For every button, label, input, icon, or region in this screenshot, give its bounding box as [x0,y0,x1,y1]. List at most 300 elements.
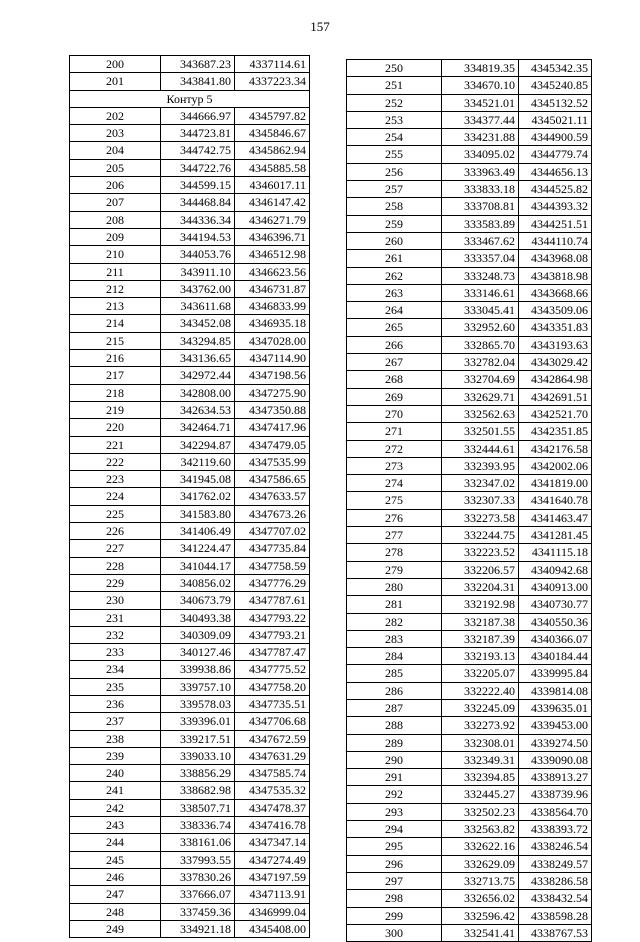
point-number: 255 [347,146,442,163]
x-coordinate: 339217.51 [161,730,235,747]
y-coordinate: 4340942.68 [519,561,592,578]
point-number: 266 [347,336,442,353]
coordinates-table-right [346,59,592,942]
x-coordinate: 344742.75 [161,142,235,159]
x-coordinate: 334921.18 [161,920,235,937]
point-number: 245 [70,851,161,868]
y-coordinate: 4347787.47 [235,644,310,661]
y-coordinate: 4347198.56 [235,367,310,384]
x-coordinate: 338682.98 [161,782,235,799]
x-coordinate: 332782.04 [442,354,519,371]
point-number: 237 [70,713,161,730]
table-row [347,232,592,249]
x-coordinate: 344194.53 [161,228,235,245]
y-coordinate: 4347585.74 [235,765,310,782]
y-coordinate: 4339995.84 [519,665,592,682]
point-number: 260 [347,232,442,249]
point-number: 213 [70,298,161,315]
table-row [70,799,310,816]
y-coordinate: 4346271.79 [235,211,310,228]
y-coordinate: 4346017.11 [235,177,310,194]
y-coordinate: 4347793.22 [235,609,310,626]
x-coordinate: 342808.00 [161,384,235,401]
table-row [70,401,310,418]
table-row [347,890,592,907]
x-coordinate: 332205.07 [442,665,519,682]
y-coordinate: 4347417.96 [235,419,310,436]
point-number: 291 [347,769,442,786]
x-coordinate: 332502.23 [442,803,519,820]
table-row [70,384,310,401]
y-coordinate: 4347028.00 [235,332,310,349]
point-number: 268 [347,371,442,388]
x-coordinate: 332865.70 [442,336,519,353]
x-coordinate: 332596.42 [442,907,519,924]
x-coordinate: 332563.82 [442,821,519,838]
y-coordinate: 4342691.51 [519,388,592,405]
point-number: 211 [70,263,161,280]
y-coordinate: 4341115.18 [519,544,592,561]
point-number: 248 [70,903,161,920]
y-coordinate: 4339635.01 [519,699,592,716]
table-row [347,872,592,889]
point-number: 299 [347,907,442,924]
x-coordinate: 332222.40 [442,682,519,699]
x-coordinate: 344053.76 [161,246,235,263]
point-number: 253 [347,111,442,128]
point-number: 259 [347,215,442,232]
point-number: 269 [347,388,442,405]
y-coordinate: 4347673.26 [235,505,310,522]
point-number: 270 [347,405,442,422]
x-coordinate: 337459.36 [161,903,235,920]
table-row [70,488,310,505]
x-coordinate: 333833.18 [442,181,519,198]
x-coordinate: 340856.02 [161,574,235,591]
table-row [70,765,310,782]
y-coordinate: 4347350.88 [235,401,310,418]
point-number: 246 [70,868,161,885]
x-coordinate: 339757.10 [161,678,235,695]
y-coordinate: 4343818.98 [519,267,592,284]
table-row [70,557,310,574]
point-number: 297 [347,872,442,889]
point-number: 296 [347,855,442,872]
table-row [347,354,592,371]
table-row [70,523,310,540]
y-coordinate: 4341819.00 [519,475,592,492]
y-coordinate: 4339274.50 [519,734,592,751]
point-number: 217 [70,367,161,384]
y-coordinate: 4339814.08 [519,682,592,699]
x-coordinate: 332206.57 [442,561,519,578]
y-coordinate: 4342176.58 [519,440,592,457]
point-number: 277 [347,527,442,544]
x-coordinate: 332501.55 [442,423,519,440]
y-coordinate: 4342521.70 [519,405,592,422]
y-coordinate: 4345342.35 [519,60,592,77]
x-coordinate: 343294.85 [161,332,235,349]
y-coordinate: 4337114.61 [235,56,310,73]
x-coordinate: 340673.79 [161,592,235,609]
x-coordinate: 334670.10 [442,77,519,94]
x-coordinate: 339396.01 [161,713,235,730]
point-number: 275 [347,492,442,509]
y-coordinate: 4344900.59 [519,129,592,146]
x-coordinate: 332562.63 [442,405,519,422]
y-coordinate: 4347775.52 [235,661,310,678]
table-row [347,838,592,855]
y-coordinate: 4345797.82 [235,107,310,124]
y-coordinate: 4347479.05 [235,436,310,453]
table-row [70,574,310,591]
point-number: 236 [70,695,161,712]
point-number: 262 [347,267,442,284]
x-coordinate: 333583.89 [442,215,519,232]
x-coordinate: 332713.75 [442,872,519,889]
y-coordinate: 4345862.94 [235,142,310,159]
x-coordinate: 333963.49 [442,163,519,180]
table-row [70,315,310,332]
point-number: 271 [347,423,442,440]
table-row [347,769,592,786]
x-coordinate: 342634.53 [161,401,235,418]
point-number: 281 [347,596,442,613]
table-row [347,457,592,474]
y-coordinate: 4339453.00 [519,717,592,734]
point-number: 276 [347,509,442,526]
table-row [70,194,310,211]
table-row [70,868,310,885]
y-coordinate: 4346935.18 [235,315,310,332]
table-row [347,388,592,405]
x-coordinate: 343136.65 [161,350,235,367]
y-coordinate: 4341463.47 [519,509,592,526]
x-coordinate: 344666.97 [161,107,235,124]
point-number: 265 [347,319,442,336]
y-coordinate: 4345240.85 [519,77,592,94]
table-row [70,730,310,747]
point-number: 289 [347,734,442,751]
point-number: 212 [70,280,161,297]
table-row [347,492,592,509]
y-coordinate: 4342351.85 [519,423,592,440]
x-coordinate: 344599.15 [161,177,235,194]
point-number: 261 [347,250,442,267]
y-coordinate: 4340366.07 [519,630,592,647]
point-number: 210 [70,246,161,263]
x-coordinate: 333357.04 [442,250,519,267]
x-coordinate: 332349.31 [442,751,519,768]
y-coordinate: 4344779.74 [519,146,592,163]
point-number: 226 [70,523,161,540]
table-row [347,267,592,284]
point-number: 201 [70,73,161,90]
point-number: 222 [70,453,161,470]
table-row [347,60,592,77]
y-coordinate: 4340913.00 [519,578,592,595]
table-row [347,423,592,440]
y-coordinate: 4347787.61 [235,592,310,609]
x-coordinate: 344722.76 [161,159,235,176]
x-coordinate: 341406.49 [161,523,235,540]
point-number: 218 [70,384,161,401]
point-number: 206 [70,177,161,194]
y-coordinate: 4340550.36 [519,613,592,630]
x-coordinate: 341945.08 [161,471,235,488]
point-number: 224 [70,488,161,505]
point-number: 202 [70,107,161,124]
point-number: 263 [347,284,442,301]
y-coordinate: 4347114.90 [235,350,310,367]
point-number: 242 [70,799,161,816]
x-coordinate: 332204.31 [442,578,519,595]
table-row [347,405,592,422]
y-coordinate: 4344251.51 [519,215,592,232]
y-coordinate: 4345021.11 [519,111,592,128]
x-coordinate: 332952.60 [442,319,519,336]
point-number: 209 [70,228,161,245]
section-title: Контур 5 [70,90,310,107]
point-number: 284 [347,648,442,665]
point-number: 238 [70,730,161,747]
x-coordinate: 343452.08 [161,315,235,332]
table-row [70,73,310,90]
table-row [70,280,310,297]
x-coordinate: 343687.23 [161,56,235,73]
point-number: 294 [347,821,442,838]
point-number: 300 [347,924,442,941]
point-number: 204 [70,142,161,159]
table-row [347,198,592,215]
y-coordinate: 4339090.08 [519,751,592,768]
point-number: 287 [347,699,442,716]
point-number: 214 [70,315,161,332]
y-coordinate: 4346999.04 [235,903,310,920]
table-row [70,713,310,730]
table-row [70,263,310,280]
table-row [347,475,592,492]
y-coordinate: 4347197.59 [235,868,310,885]
y-coordinate: 4341281.45 [519,527,592,544]
table-row [70,332,310,349]
y-coordinate: 4346833.99 [235,298,310,315]
point-number: 227 [70,540,161,557]
y-coordinate: 4344393.32 [519,198,592,215]
x-coordinate: 332622.16 [442,838,519,855]
y-coordinate: 4347274.49 [235,851,310,868]
x-coordinate: 333708.81 [442,198,519,215]
point-number: 208 [70,211,161,228]
table-row [70,56,310,73]
table-row [347,371,592,388]
point-number: 232 [70,626,161,643]
point-number: 292 [347,786,442,803]
x-coordinate: 341762.02 [161,488,235,505]
x-coordinate: 338336.74 [161,817,235,834]
point-number: 233 [70,644,161,661]
y-coordinate: 4344110.74 [519,232,592,249]
y-coordinate: 4347275.90 [235,384,310,401]
point-number: 244 [70,834,161,851]
table-row [70,142,310,159]
table-row [70,350,310,367]
point-number: 207 [70,194,161,211]
point-number: 200 [70,56,161,73]
x-coordinate: 332656.02 [442,890,519,907]
table-row [347,665,592,682]
x-coordinate: 341583.80 [161,505,235,522]
y-coordinate: 4338598.28 [519,907,592,924]
table-row [70,609,310,626]
table-row [347,94,592,111]
point-number: 279 [347,561,442,578]
x-coordinate: 337993.55 [161,851,235,868]
x-coordinate: 332308.01 [442,734,519,751]
x-coordinate: 339938.86 [161,661,235,678]
table-row [347,924,592,941]
table-row [347,561,592,578]
y-coordinate: 4347706.68 [235,713,310,730]
table-row [347,302,592,319]
table-row [347,129,592,146]
x-coordinate: 332445.27 [442,786,519,803]
point-number: 231 [70,609,161,626]
x-coordinate: 338161.06 [161,834,235,851]
y-coordinate: 4347793.21 [235,626,310,643]
y-coordinate: 4347776.29 [235,574,310,591]
x-coordinate: 332193.13 [442,648,519,665]
table-row [70,367,310,384]
y-coordinate: 4338564.70 [519,803,592,820]
x-coordinate: 343611.68 [161,298,235,315]
point-number: 258 [347,198,442,215]
y-coordinate: 4347416.78 [235,817,310,834]
y-coordinate: 4345846.67 [235,125,310,142]
table-row [70,298,310,315]
table-row [70,782,310,799]
table-row [70,817,310,834]
x-coordinate: 342972.44 [161,367,235,384]
y-coordinate: 4343968.08 [519,250,592,267]
point-number: 235 [70,678,161,695]
x-coordinate: 332192.98 [442,596,519,613]
x-coordinate: 337666.07 [161,886,235,903]
y-coordinate: 4347758.59 [235,557,310,574]
point-number: 203 [70,125,161,142]
table-row [70,436,310,453]
table-row [347,319,592,336]
y-coordinate: 4343351.83 [519,319,592,336]
y-coordinate: 4343509.06 [519,302,592,319]
y-coordinate: 4347735.51 [235,695,310,712]
x-coordinate: 339578.03 [161,695,235,712]
table-row [70,453,310,470]
y-coordinate: 4345885.58 [235,159,310,176]
point-number: 280 [347,578,442,595]
x-coordinate: 333045.41 [442,302,519,319]
y-coordinate: 4346396.71 [235,228,310,245]
y-coordinate: 4338286.58 [519,872,592,889]
x-coordinate: 342464.71 [161,419,235,436]
point-number: 220 [70,419,161,436]
table-row [70,903,310,920]
y-coordinate: 4338249.57 [519,855,592,872]
x-coordinate: 332307.33 [442,492,519,509]
y-coordinate: 4343193.63 [519,336,592,353]
x-coordinate: 334095.02 [442,146,519,163]
table-row [347,250,592,267]
table-row [347,821,592,838]
point-number: 257 [347,181,442,198]
x-coordinate: 332187.38 [442,613,519,630]
point-number: 221 [70,436,161,453]
table-row [347,855,592,872]
x-coordinate: 334521.01 [442,94,519,111]
y-coordinate: 4347631.29 [235,747,310,764]
table-row [70,920,310,937]
x-coordinate: 340493.38 [161,609,235,626]
point-number: 283 [347,630,442,647]
y-coordinate: 4338393.72 [519,821,592,838]
table-row [70,661,310,678]
table-row [347,717,592,734]
x-coordinate: 342119.60 [161,453,235,470]
x-coordinate: 343841.80 [161,73,235,90]
table-row [347,146,592,163]
table-row [70,107,310,124]
table-row [347,751,592,768]
x-coordinate: 332245.09 [442,699,519,716]
table-row [347,803,592,820]
y-coordinate: 4341640.78 [519,492,592,509]
y-coordinate: 4347535.99 [235,453,310,470]
table-row [70,834,310,851]
point-number: 288 [347,717,442,734]
point-number: 219 [70,401,161,418]
x-coordinate: 343911.10 [161,263,235,280]
x-coordinate: 332347.02 [442,475,519,492]
x-coordinate: 332629.71 [442,388,519,405]
x-coordinate: 340127.46 [161,644,235,661]
y-coordinate: 4344525.82 [519,181,592,198]
y-coordinate: 4345132.52 [519,94,592,111]
y-coordinate: 4344656.13 [519,163,592,180]
x-coordinate: 338856.29 [161,765,235,782]
y-coordinate: 4347586.65 [235,471,310,488]
x-coordinate: 338507.71 [161,799,235,816]
y-coordinate: 4337223.34 [235,73,310,90]
table-row [70,211,310,228]
table-row [70,851,310,868]
point-number: 223 [70,471,161,488]
table-row [70,228,310,245]
x-coordinate: 332223.52 [442,544,519,561]
table-row [347,284,592,301]
x-coordinate: 333467.62 [442,232,519,249]
table-row [347,215,592,232]
table-row [70,644,310,661]
y-coordinate: 4343668.66 [519,284,592,301]
point-number: 229 [70,574,161,591]
table-row [70,177,310,194]
x-coordinate: 334377.44 [442,111,519,128]
x-coordinate: 344468.84 [161,194,235,211]
table-row [347,336,592,353]
point-number: 247 [70,886,161,903]
point-number: 286 [347,682,442,699]
x-coordinate: 332273.58 [442,509,519,526]
